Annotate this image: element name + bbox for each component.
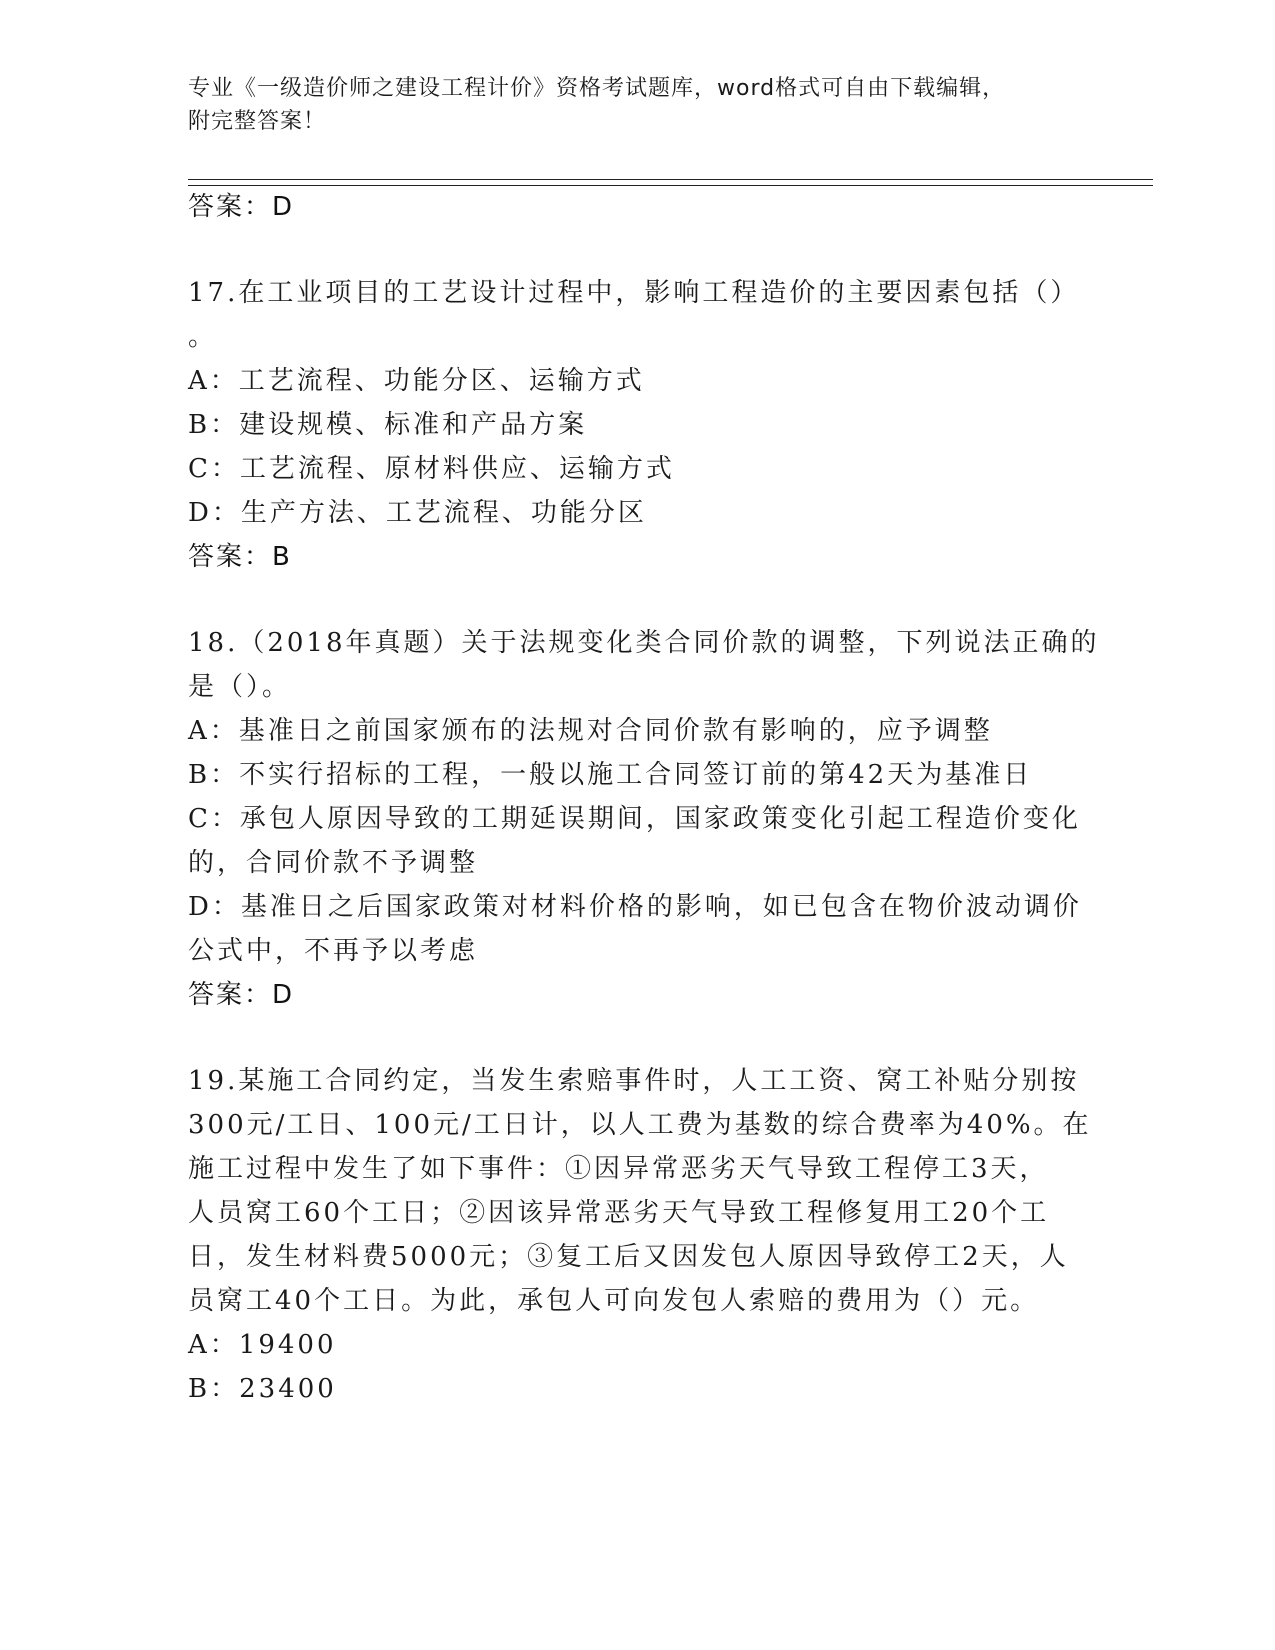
q19-stem-line-4: 人员窝工60个工日；②因该异常恶劣天气导致工程修复用工20个工 — [188, 1198, 1050, 1228]
q19-option-a: A：19400 — [188, 1330, 337, 1360]
q19-option-b: B：23400 — [188, 1374, 337, 1404]
q18-option-a: A：基准日之前国家颁布的法规对合同价款有影响的，应予调整 — [188, 716, 993, 746]
q17-stem-line-1: 17.在工业项目的工艺设计过程中，影响工程造价的主要因素包括（） — [188, 278, 1080, 308]
q18-option-d-line-1: D：基准日之后国家政策对材料价格的影响，如已包含在物价波动调价 — [188, 892, 1082, 922]
q18-option-c-line-2: 的，合同价款不予调整 — [188, 848, 479, 878]
header-divider-bottom — [188, 185, 1153, 186]
q18-option-c-line-1: C：承包人原因导致的工期延误期间，国家政策变化引起工程造价变化 — [188, 804, 1081, 834]
q17-option-d: D：生产方法、工艺流程、功能分区 — [188, 498, 647, 528]
q19-stem-line-2: 300元/工日、100元/工日计，以人工费为基数的综合费率为40%。在 — [188, 1110, 1092, 1140]
q17-option-a: A：工艺流程、功能分区、运输方式 — [188, 366, 645, 396]
document-header — [188, 72, 1088, 138]
answer-previous: 答案：D — [188, 192, 295, 222]
q18-stem-line-1: 18.（2018年真题）关于法规变化类合同价款的调整，下列说法正确的 — [188, 628, 1100, 658]
q17-answer: 答案：B — [188, 542, 292, 572]
q18-stem-line-2: 是（）。 — [188, 672, 292, 702]
q17-option-c: C：工艺流程、原材料供应、运输方式 — [188, 454, 675, 484]
q19-stem-line-5: 日，发生材料费5000元；③复工后又因发包人原因导致停工2天，人 — [188, 1242, 1069, 1272]
q19-stem-line-1: 19.某施工合同约定，当发生索赔事件时，人工工资、窝工补贴分别按 — [188, 1066, 1080, 1096]
q18-option-d-line-2: 公式中，不再予以考虑 — [188, 936, 479, 966]
header-divider-top — [188, 179, 1153, 180]
q17-stem-line-2: 。 — [188, 322, 218, 352]
header-line-2: 附完整答案！ — [188, 109, 327, 134]
q19-stem-line-3: 施工过程中发生了如下事件：①因异常恶劣天气导致工程停工3天， — [188, 1154, 1049, 1184]
header-line-1: 专业《一级造价师之建设工程计价》资格考试题库，word格式可自由下载编辑， — [188, 76, 1006, 101]
q18-option-b: B：不实行招标的工程，一般以施工合同签订前的第42天为基准日 — [188, 760, 1033, 790]
q18-answer: 答案：D — [188, 980, 295, 1010]
q17-option-b: B：建设规模、标准和产品方案 — [188, 410, 588, 440]
q19-stem-line-6: 员窝工40个工日。为此，承包人可向发包人索赔的费用为（）元。 — [188, 1286, 1040, 1316]
